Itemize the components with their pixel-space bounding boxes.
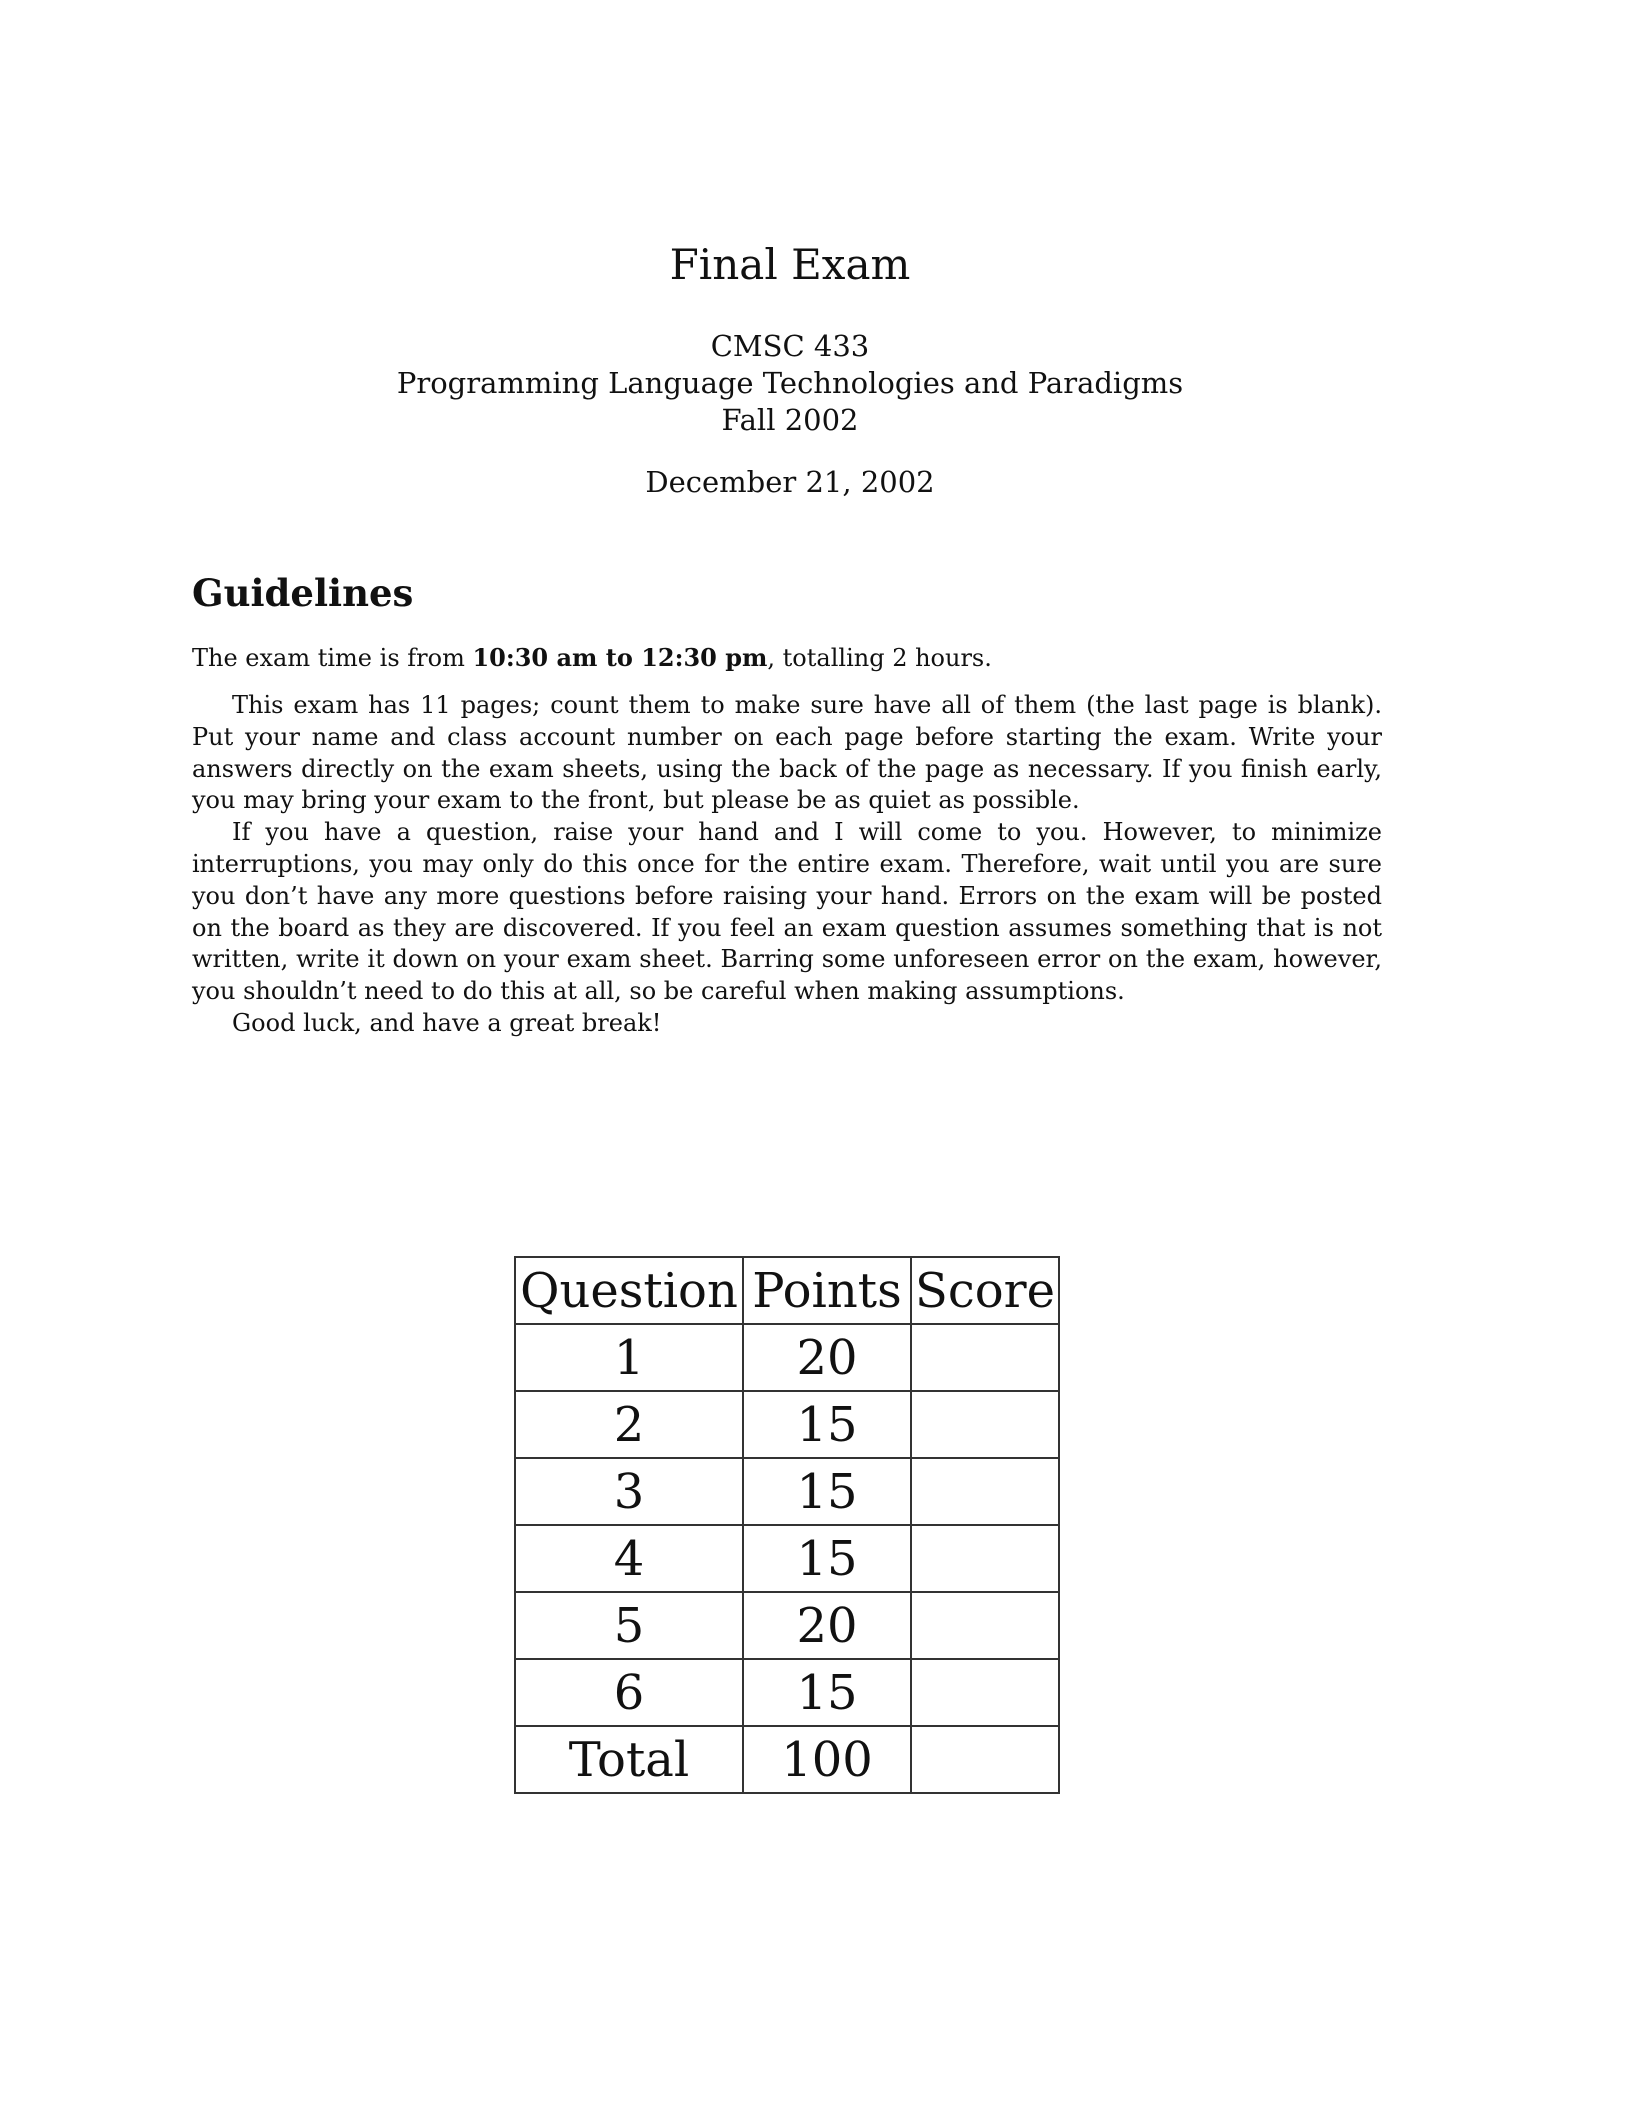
points-cell: 15 [743, 1391, 911, 1458]
exam-time-paragraph [192, 642, 1382, 675]
course-title: Programming Language Technologies and Paradigms [396, 366, 1184, 400]
exam-time-suffix: , totalling 2 hours. [767, 644, 992, 672]
points-cell: 15 [743, 1525, 911, 1592]
header-points: Points [743, 1257, 911, 1324]
course-code: CMSC 433 [710, 329, 870, 363]
table-row [515, 1458, 1059, 1525]
question-cell: 5 [515, 1592, 743, 1659]
points-cell: 15 [743, 1659, 911, 1726]
header-score: Score [911, 1257, 1059, 1324]
table-row [515, 1659, 1059, 1726]
exam-date: December 21, 2002 [645, 465, 935, 499]
table-row [515, 1324, 1059, 1391]
exam-time-range: 10:30 am to 12:30 pm [472, 643, 768, 672]
points-cell: 15 [743, 1458, 911, 1525]
guidelines-paragraph-closing: Good luck, and have a great break! [232, 1008, 662, 1037]
score-table-header-row [515, 1257, 1059, 1324]
table-row [515, 1592, 1059, 1659]
score-cell [911, 1458, 1059, 1525]
guidelines-heading: Guidelines [192, 571, 414, 615]
course-term: Fall 2002 [721, 403, 859, 437]
points-cell: 20 [743, 1324, 911, 1391]
score-cell [911, 1391, 1059, 1458]
guidelines-paragraph-pages: This exam has 11 pages; count them to make sure have all of them (the last page is blank). Put your name and class account number on each page before starting the exam. Write your answers directly on the exam sheets, using the back of the page as necessary. If you finish early, you may bring your exam to the front, but please be as quiet as possible. [192, 691, 1382, 815]
score-cell [911, 1659, 1059, 1726]
score-table [514, 1256, 1060, 1794]
exam-time-prefix: The exam time is from [192, 644, 473, 672]
total-points-cell: 100 [743, 1726, 911, 1793]
table-row [515, 1391, 1059, 1458]
question-cell: 1 [515, 1324, 743, 1391]
guidelines-paragraph-questions: If you have a question, raise your hand and I will come to you. However, to minimize interruptions, you may only do this once for the entire exam. Therefore, wait until you are sure you don’t have any more questions before raising your hand. Errors on the exam will be posted on the board as they are discovered. If you feel an exam question assumes something that is not written, write it down on your exam sheet. Barring some unforeseen error on the exam, however, you shouldn’t need to do this at all, so be careful when making assumptions. [192, 818, 1382, 1006]
score-cell [911, 1592, 1059, 1659]
question-cell: 4 [515, 1525, 743, 1592]
total-score-cell [911, 1726, 1059, 1793]
question-cell: 6 [515, 1659, 743, 1726]
points-cell: 20 [743, 1592, 911, 1659]
score-cell [911, 1525, 1059, 1592]
question-cell: 2 [515, 1391, 743, 1458]
guidelines-body [192, 690, 1382, 1040]
score-cell [911, 1324, 1059, 1391]
table-row [515, 1525, 1059, 1592]
total-label-cell: Total [515, 1726, 743, 1793]
question-cell: 3 [515, 1458, 743, 1525]
header-question: Question [515, 1257, 743, 1324]
exam-title: Final Exam [669, 240, 911, 289]
table-row-total [515, 1726, 1059, 1793]
